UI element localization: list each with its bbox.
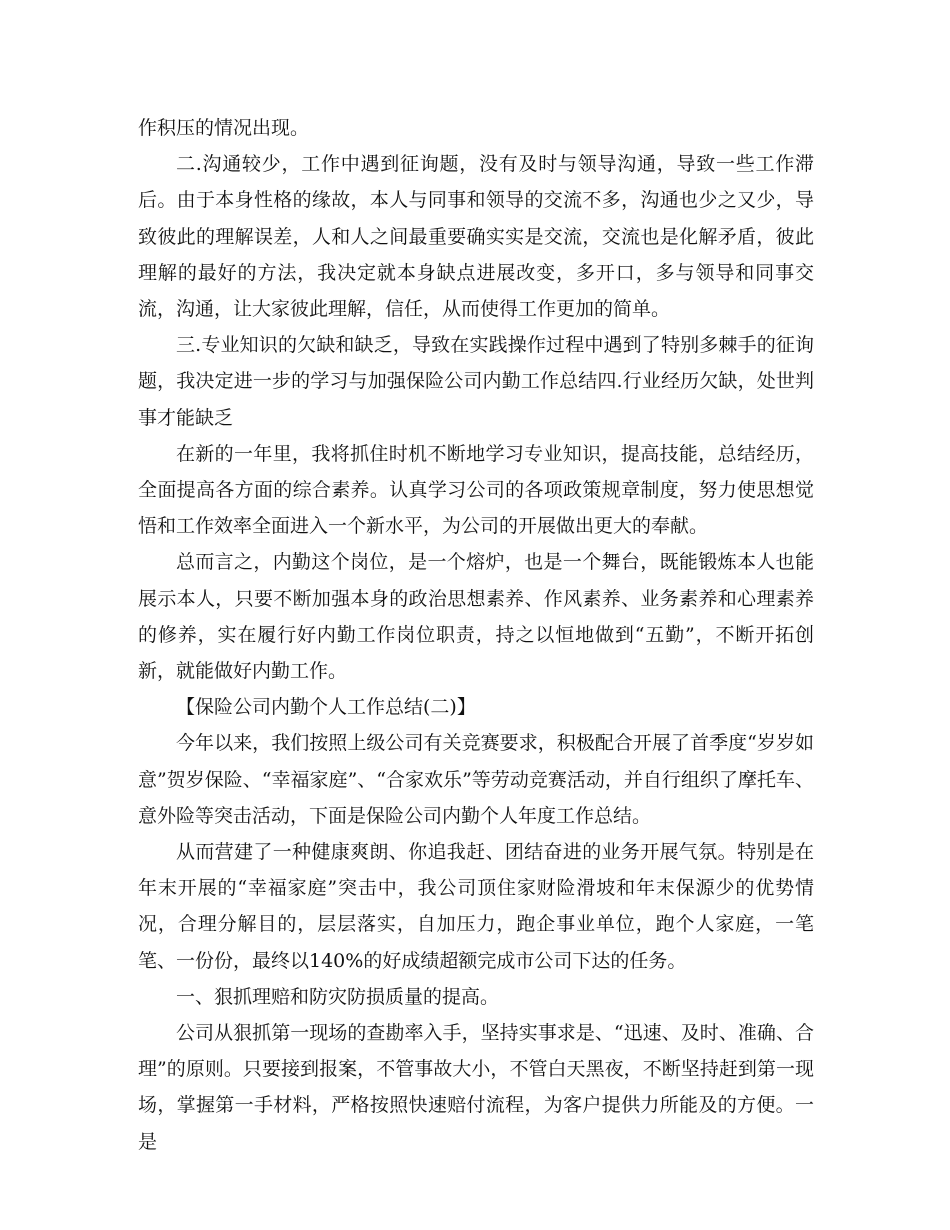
document-body (138, 110, 814, 1160)
paragraph-continuation: 作积压的情况出现。 (138, 117, 310, 139)
paragraph-business-atmosphere: 从而营建了一种健康爽朗、你追我赶、团结奋进的业务开展气氛。特别是在年末开展的“幸福家庭”突击中，我公司顶住家财险滑坡和年末保源少的优势情况，合理分解目的，层层落实，自加压力，跑企事业单位，跑个人家庭，一笔笔、一份份，最终以140%的好成绩超额完成市公司下达的任务。 (138, 841, 814, 972)
paragraph-competitions: 今年以来，我们按照上级公司有关竞赛要求，积极配合开展了首季度“岁岁如意”贺岁保险、“幸福家庭”、“合家欢乐”等劳动竞赛活动，并自行组织了摩托车、意外险等突击活动，下面是保险公司内勤个人年度工作总结。 (138, 732, 814, 827)
subheading-claims: 一、狠抓理赔和防灾防损质量的提高。 (176, 985, 500, 1008)
section-heading: 【保险公司内勤个人工作总结(二)】 (176, 696, 476, 719)
paragraph-communication: 二.沟通较少，工作中遇到征询题，没有及时与领导沟通，导致一些工作滞后。由于本身性格的缘故，本人与同事和领导的交流不多，沟通也少之又少，导致彼此的理解误差，人和人之间最重要确实实是交流，交流也是化解矛盾，彼此理解的最好的方法，我决定就本身缺点进展改变，多开口，多与领导和同事交流，沟通，让大家彼此理解，信任，从而使得工作更加的简单。 (138, 153, 814, 321)
paragraph-claims-detail: 公司从狠抓第一现场的查勘率入手，坚持实事求是、“迅速、及时、准确、合理”的原则。只要接到报案，不管事故大小，不管白天黑夜，不断坚持赶到第一现场，掌握第一手材料，严格按照快速赔付流程，为客户提供力所能及的方便。一是 (138, 1022, 814, 1153)
paragraph-conclusion: 总而言之，内勤这个岗位，是一个熔炉，也是一个舞台，既能锻炼本人也能展示本人，只要不断加强本身的政治思想素养、作风素养、业务素养和心理素养的修养，实在履行好内勤工作岗位职责，持之以恒地做到“五勤”，不断开拓创新，就能做好内勤工作。 (138, 551, 814, 683)
paragraph-professional-knowledge: 三.专业知识的欠缺和缺乏，导致在实践操作过程中遇到了特别多棘手的征询题，我决定进一步的学习与加强保险公司内勤工作总结四.行业经历欠缺，处世判事才能缺乏 (138, 334, 814, 429)
paragraph-new-year-plan: 在新的一年里，我将抓住时机不断地学习专业知识，提高技能，总结经历，全面提高各方面的综合素养。认真学习公司的各项政策规章制度，努力使思想觉悟和工作效率全面进入一个新水平，为公司的开展做出更大的奉献。 (138, 442, 814, 538)
